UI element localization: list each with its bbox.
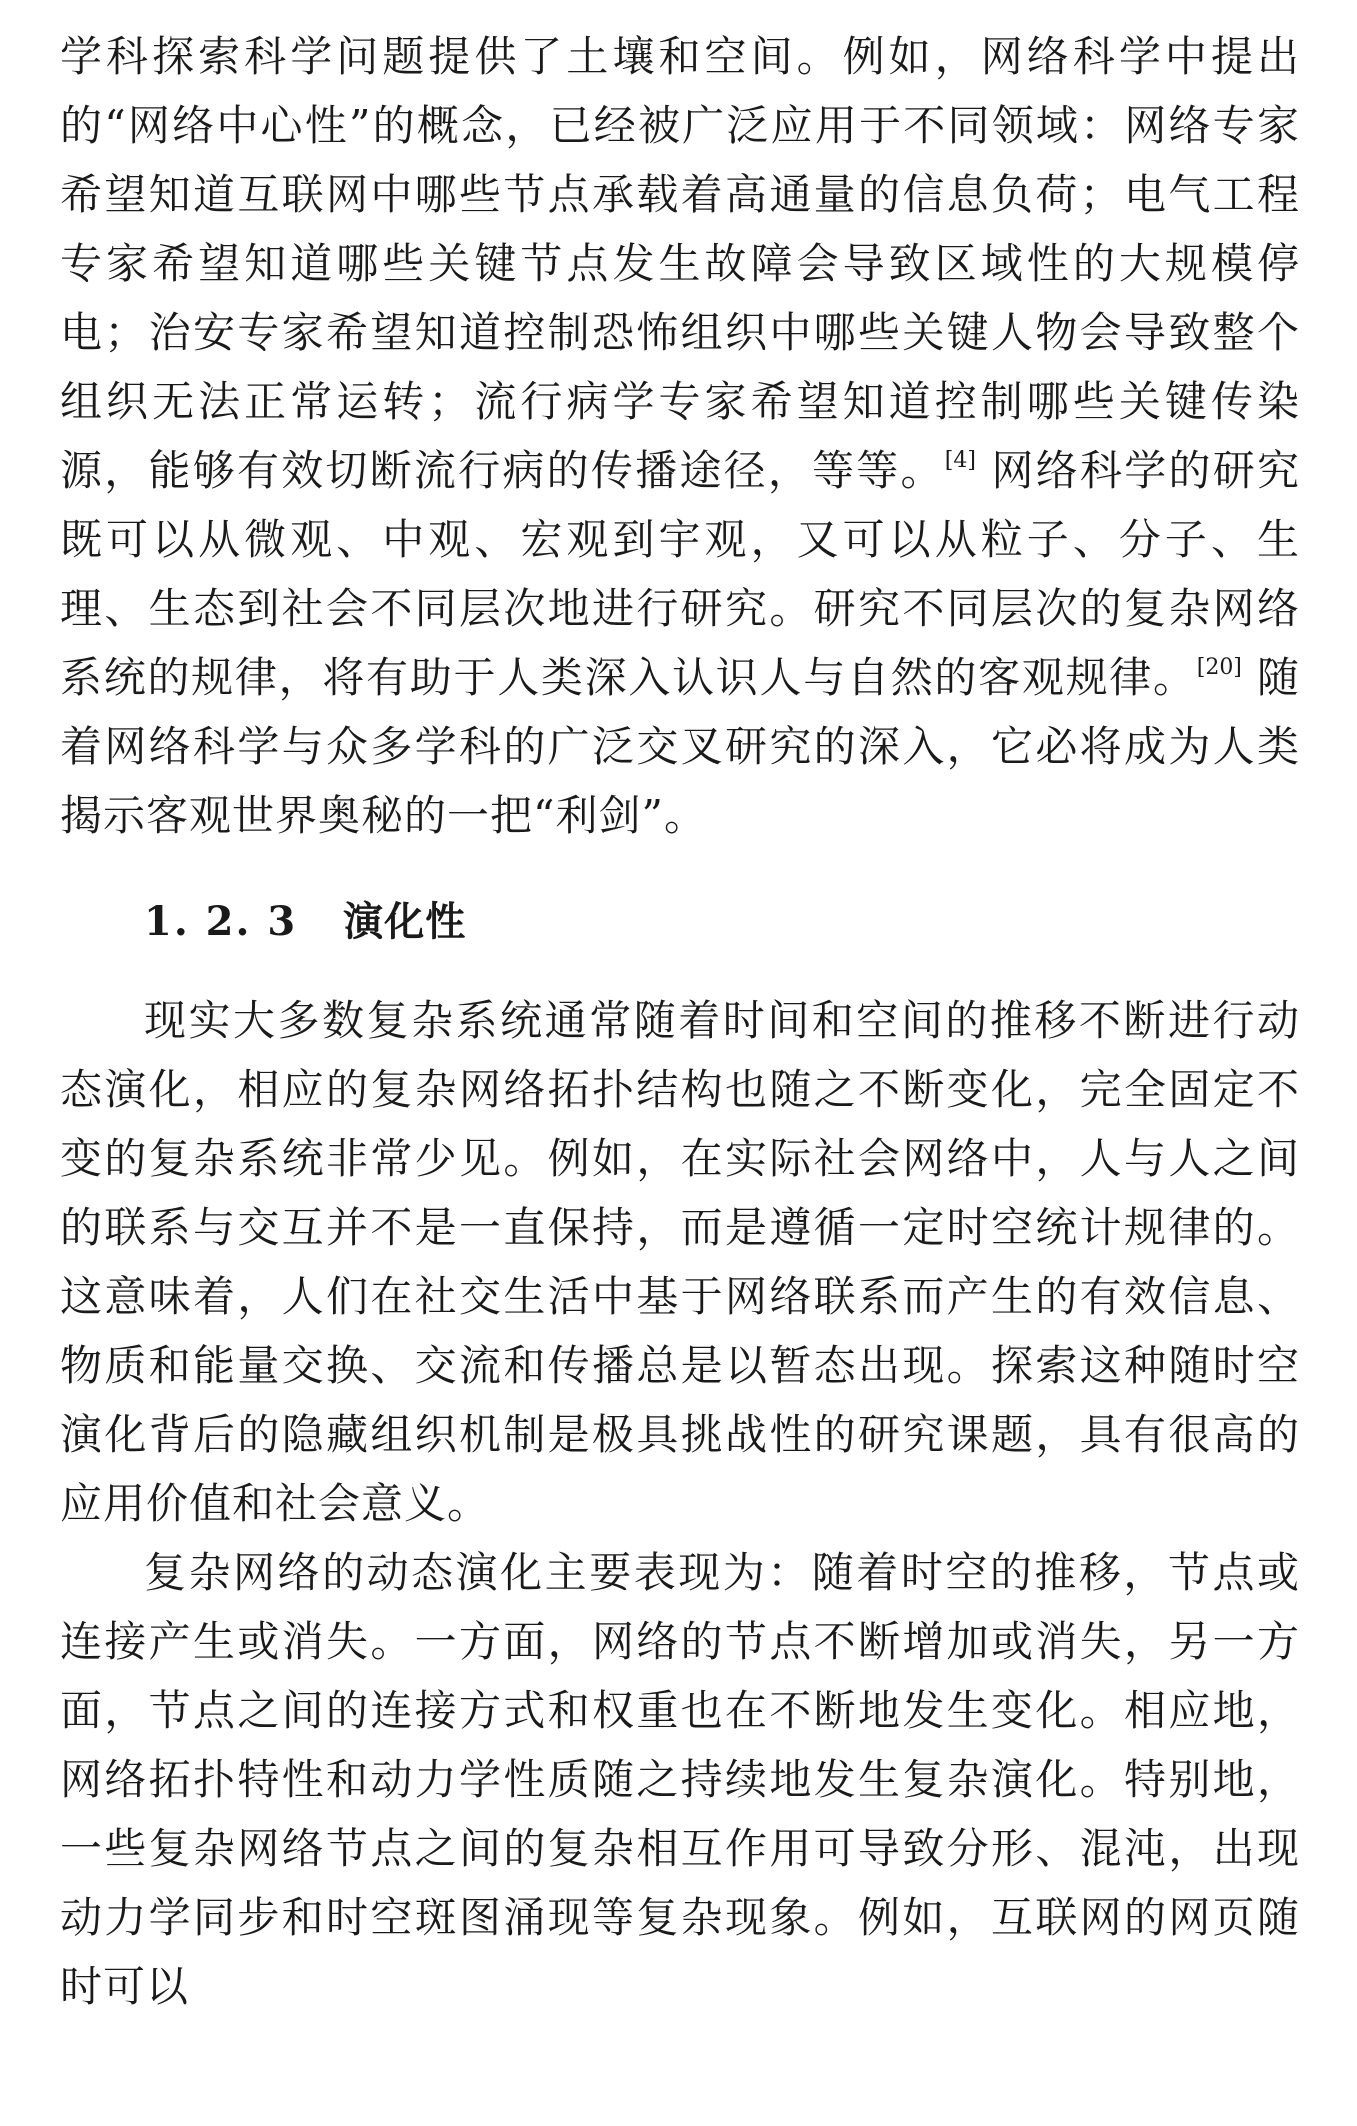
paragraph-text: 网络科学的研究既可以从微观、中观、宏观到宇观，又可以从粒子、分子、生理、生态到社会不同层次地进行研究。研究不同层次的复杂网络系统的规律，将有助于人类深入认识人与自然的客观规律。 <box>60 446 1300 702</box>
paragraph-text: 随着网络科学与众多学科的广泛交叉研究的深入，它必将成为人类揭示客观世界奥秘的一把“利剑”。 <box>60 653 1300 840</box>
section-number: 1. 2. 3 <box>144 898 298 945</box>
document-page <box>60 22 1300 2021</box>
section-heading <box>144 892 1300 952</box>
citation-ref: [4] <box>944 448 976 473</box>
paragraph-text: 学科探索科学问题提供了土壤和空间。例如，网络科学中提出的“网络中心性”的概念，已经被广泛应用于不同领域：网络专家希望知道互联网中哪些节点承载着高通量的信息负荷；电气工程专家希望知道哪些关键节点发生故障会导致区域性的大规模停电；治安专家希望知道控制恐怖组织中哪些关键人物会导致整个组织无法正常运转；流行病学专家希望知道控制哪些关键传染源，能够有效切断流行病的传播途径，等等。 <box>60 32 1300 495</box>
citation-ref: [20] <box>1196 655 1242 680</box>
section-title: 演化性 <box>343 899 467 945</box>
paragraph-evolution-intro: 现实大多数复杂系统通常随着时间和空间的推移不断进行动态演化，相应的复杂网络拓扑结构也随之不断变化，完全固定不变的复杂系统非常少见。例如，在实际社会网络中，人与人之间的联系与交互并不是一直保持，而是遵循一定时空统计规律的。这意味着，人们在社交生活中基于网络联系而产生的有效信息、物质和能量交换、交流和传播总是以暂态出现。探索这种随时空演化背后的隐藏组织机制是极具挑战性的研究课题，具有很高的应用价值和社会意义。 <box>60 996 1300 1528</box>
paragraph-dynamic-evolution: 复杂网络的动态演化主要表现为：随着时空的推移，节点或连接产生或消失。一方面，网络的节点不断增加或消失，另一方面，节点之间的连接方式和权重也在不断地发生变化。相应地，网络拓扑特性和动力学性质随之持续地发生复杂演化。特别地，一些复杂网络节点之间的复杂相互作用可导致分形、混沌，出现动力学同步和时空斑图涌现等复杂现象。例如，互联网的网页随时可以 <box>60 1548 1300 2011</box>
paragraph-network-centrality <box>60 22 1300 850</box>
